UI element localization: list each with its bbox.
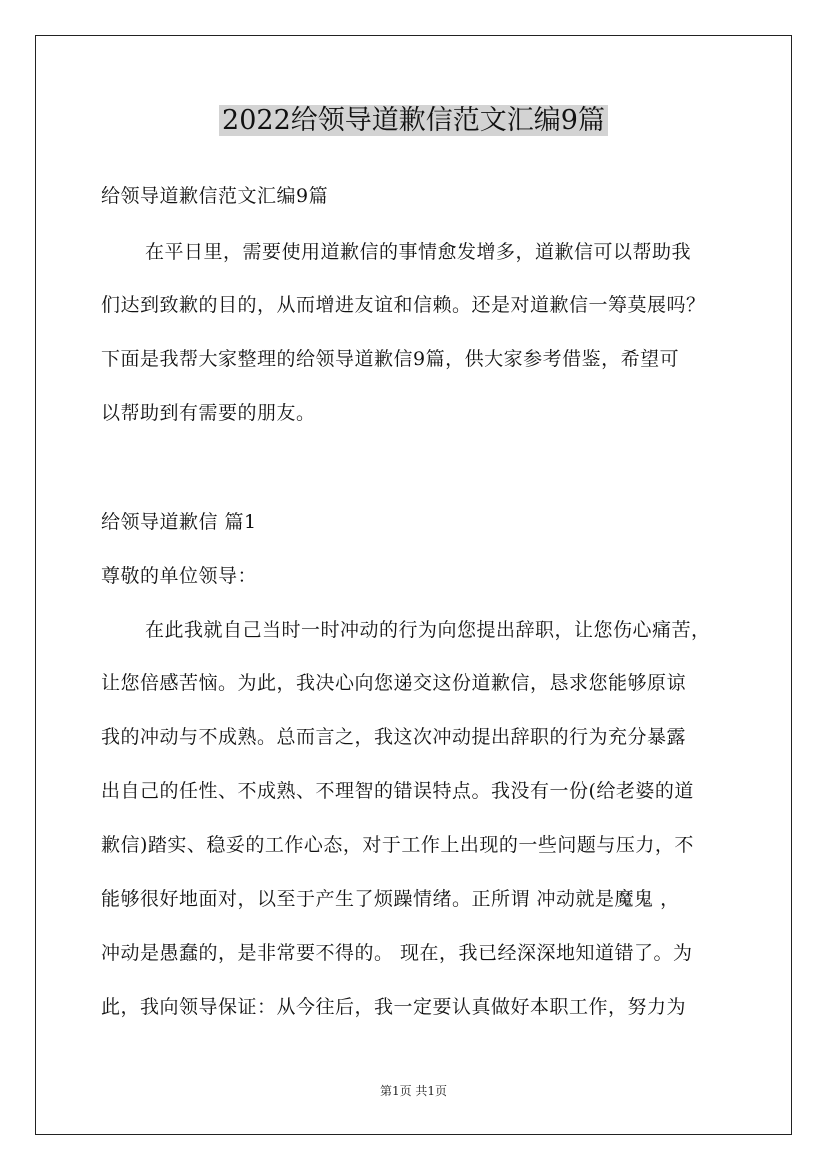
- body-line-3: 我的冲动与不成熟。总而言之，我这次冲动提出辞职的行为充分暴露: [101, 726, 687, 748]
- intro-line-3: 下面是我帮大家整理的给领导道歉信9篇，供大家参考借鉴，希望可: [101, 348, 680, 370]
- body-line-4: 出自己的任性、不成熟、不理智的错误特点。我没有一份(给老婆的道: [101, 780, 694, 802]
- document-title: [0, 98, 827, 144]
- intro-line-1: 在平日里，需要使用道歉信的事情愈发增多，道歉信可以帮助我: [145, 241, 692, 263]
- document-subtitle: 给领导道歉信范文汇编9篇: [101, 185, 329, 207]
- body-line-8: 此，我向领导保证：从今往后，我一定要认真做好本职工作，努力为: [101, 996, 687, 1018]
- intro-line-2: 们达到致歉的目的，从而增进友谊和信赖。还是对道歉信一筹莫展吗？: [101, 294, 706, 316]
- body-line-6: 能够很好地面对，以至于产生了烦躁情绪。正所谓 冲动就是魔鬼 ，: [101, 888, 680, 910]
- salutation: 尊敬的单位领导：: [101, 565, 258, 587]
- intro-line-4: 以帮助到有需要的朋友。: [101, 402, 316, 424]
- body-line-1: 在此我就自己当时一时冲动的行为向您提出辞职，让您伤心痛苦，: [145, 619, 711, 641]
- body-line-2: 让您倍感苦恼。为此，我决心向您递交这份道歉信，恳求您能够原谅: [101, 672, 687, 694]
- section-heading: 给领导道歉信 篇1: [101, 511, 257, 533]
- page-footer: 第1页 共1页: [379, 1084, 448, 1098]
- document-title-text: 2022给领导道歉信范文汇编9篇: [219, 105, 608, 136]
- body-line-7: 冲动是愚蠢的，是非常要不得的。 现在，我已经深深地知道错了。为: [101, 942, 693, 964]
- body-line-5: 歉信)踏实、稳妥的工作心态，对于工作上出现的一些问题与压力，不: [101, 834, 694, 856]
